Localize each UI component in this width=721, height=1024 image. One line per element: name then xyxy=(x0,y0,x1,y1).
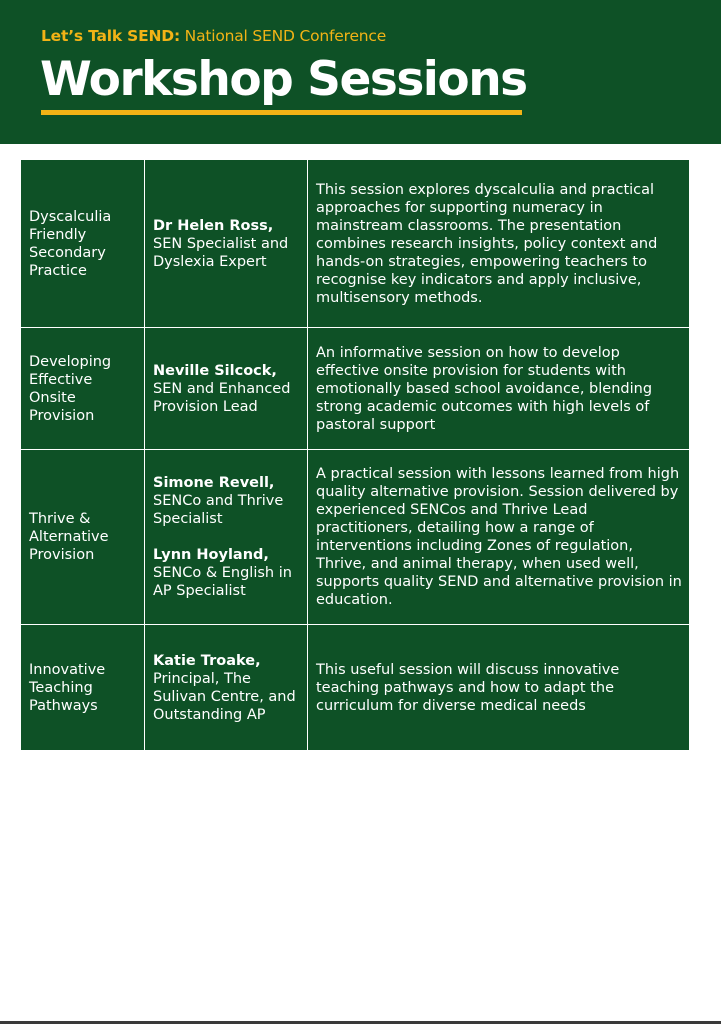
session-speakers xyxy=(145,328,308,450)
session-row xyxy=(21,450,690,625)
session-speakers xyxy=(145,625,308,751)
speaker xyxy=(153,362,300,416)
session-description: This useful session will discuss innovative teaching pathways and how to adapt the curriculum for diverse medical needs xyxy=(308,625,690,751)
speaker xyxy=(153,217,300,271)
session-row xyxy=(21,328,690,450)
title-underline xyxy=(41,110,522,115)
session-speakers xyxy=(145,160,308,328)
speaker-name: Simone Revell, xyxy=(153,475,275,491)
session-title: Developing Effective Onsite Provision xyxy=(21,328,145,450)
session-description: This session explores dyscalculia and practical approaches for supporting numeracy in mainstream classrooms. The presentation combines research insights, policy context and hands-on strategies, empowering teachers to recognise key indicators and apply inclusive, multisensory methods. xyxy=(308,160,690,328)
session-description: An informative session on how to develop effective onsite provision for students with emotionally based school avoidance, blending strong academic outcomes with high levels of pastoral support xyxy=(308,328,690,450)
speaker-name: Lynn Hoyland, xyxy=(153,547,269,563)
conference-kicker xyxy=(41,27,386,45)
speaker xyxy=(153,546,300,600)
speaker-name: Katie Troake, xyxy=(153,652,261,669)
page-title: Workshop Sessions xyxy=(40,52,527,107)
speaker-name: Dr Helen Ross, xyxy=(153,217,274,234)
session-row xyxy=(21,625,690,751)
speaker-role: SENCo & English in AP Specialist xyxy=(153,565,292,599)
kicker-brand: Let’s Talk SEND: xyxy=(41,27,180,45)
speaker xyxy=(153,474,300,528)
session-description: A practical session with lessons learned from high quality alternative provision. Session delivered by experienced SENCos and Thrive Lead practitioners, detailing how a range of interventions including Zones of regulation, Thrive, and animal therapy, when used well, supports quality SEND and alternative provision in education. xyxy=(308,450,690,625)
kicker-subtitle: National SEND Conference xyxy=(179,27,387,45)
session-speakers xyxy=(145,450,308,625)
speaker xyxy=(153,652,300,724)
speaker-name: Neville Silcock, xyxy=(153,362,277,379)
session-title: Dyscalculia Friendly Secondary Practice xyxy=(21,160,145,328)
session-title: Innovative Teaching Pathways xyxy=(21,625,145,751)
header-banner xyxy=(0,0,721,144)
speaker-role: Principal, The Sulivan Centre, and Outstanding AP xyxy=(153,670,296,723)
session-title: Thrive & Alternative Provision xyxy=(21,450,145,625)
sessions-table xyxy=(20,159,690,751)
speaker-role: SEN Specialist and Dyslexia Expert xyxy=(153,235,289,270)
session-row xyxy=(21,160,690,328)
speaker-role: SENCo and Thrive Specialist xyxy=(153,493,284,527)
speaker-role: SEN and Enhanced Provision Lead xyxy=(153,380,291,415)
